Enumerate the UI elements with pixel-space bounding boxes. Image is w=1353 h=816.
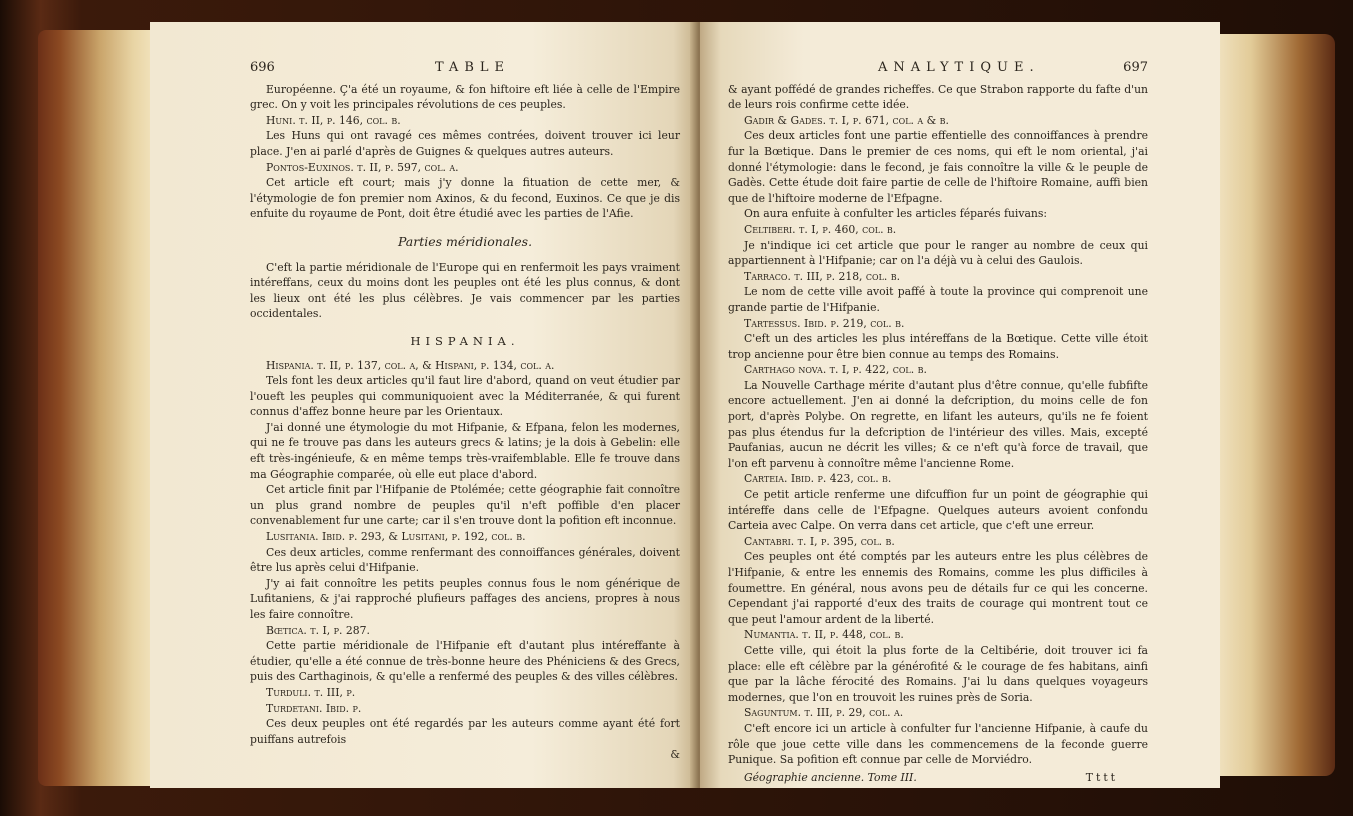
paragraph: Le nom de cette ville avoit paffé à toute la province qui comprenoit une grande partie de l'Hifpanie.	[728, 285, 1148, 314]
signature-mark: Tttt	[1085, 770, 1118, 784]
paragraph: J'ai donné une étymologie du mot Hifpanie, & Efpana, felon les modernes, qui ne fe trouve pas dans les auteurs grecs & latins; je la dois à Gebelin: elle eft très-ingénieufe, & en même temps très-vraifemblable. Elle fe trouve dans ma Géographie comparée, où elle eut place d'abord.	[250, 420, 680, 481]
right-page	[700, 22, 1220, 788]
paragraph: On aura enfuite à confulter les articles féparés fuivans:	[744, 207, 1048, 221]
index-entry: Tartessus. Ibid. p. 219, col. b.	[744, 316, 905, 330]
index-entry: Pontos-Euxinos. t. II, p. 597, col. a.	[266, 160, 459, 174]
index-entry: Lusitania. Ibid. p. 293, & Lusitani, p. 192, col. b.	[266, 530, 526, 544]
index-entry: Tarraco. t. III, p. 218, col. b.	[744, 269, 901, 283]
section-heading: HISPANIA.	[410, 333, 520, 348]
page-footer	[728, 770, 1148, 786]
left-page-header	[250, 60, 680, 76]
index-entry: Saguntum. t. III, p. 29, col. a.	[744, 706, 904, 720]
paragraph: Les Huns qui ont ravagé ces mêmes contrées, doivent trouver ici leur place. J'en ai parlé d'après de Guignes & quelques autres auteurs.	[250, 129, 680, 158]
paragraph: Cet article eft court; mais j'y donne la fituation de cette mer, & l'étymologie de fon premier nom Axinos, & du fecond, Euxinos. Ce que je dis enfuite du royaume de Pont, doit être étudié avec les parties de l'Afie.	[250, 176, 680, 221]
index-entry: Cantabri. t. I, p. 395, col. b.	[744, 534, 895, 548]
paragraph: C'eft encore ici un article à confulter fur l'ancienne Hifpanie, à caufe du rôle que joue cette ville dans les commencemens de la feconde guerre Punique. Sa pofition eft connue par celle de Morviédro.	[728, 721, 1148, 767]
paragraph: Je n'indique ici cet article que pour le ranger au nombre de ceux qui appartiennent à l'Hifpanie; car on l'a déjà vu à celui des Gaulois.	[728, 238, 1148, 268]
paragraph: Ces peuples ont été comptés par les auteurs entre les plus célèbres de l'Hifpanie, & entre les ennemis des Romains, comme les plus difficiles à foumettre. En général, nous avons peu de détails fur ce qui les concerne. Cependant j'ai rapporté d'eux des traits de courage qui montrent tout ce que peut l'amour ardent de la liberté.	[728, 550, 1148, 626]
paragraph: J'y ai fait connoître les petits peuples connus fous le nom générique de Lufitaniens, & j'ai rapproché plufieurs paffages des anciens, propres à nous les faire connoître.	[250, 576, 680, 621]
catchword: &	[670, 748, 680, 762]
left-page-edges	[38, 30, 150, 786]
right-page-edges	[1215, 34, 1335, 776]
paragraph: Tels font les deux articles qu'il faut lire d'abord, quand on veut étudier par l'oueft les peuples qui communiquoient avec la Méditerranée, & qui furent connus d'affez bonne heure par les Orientaux.	[250, 374, 680, 419]
paragraph: C'eft un des articles les plus intéreffans de la Bœtique. Cette ville étoit trop ancienne pour être bien connue au temps des Romains.	[728, 332, 1148, 361]
right-running-head: ANALYTIQUE.	[878, 60, 1040, 75]
paragraph: Ces deux articles, comme renfermant des connoiffances générales, doivent être lus après celui d'Hifpanie.	[250, 545, 680, 575]
index-entry: Hispania. t. II, p. 137, col. a, & Hispani, p. 134, col. a.	[266, 358, 555, 372]
index-entry: Turduli. t. III, p.	[266, 685, 356, 699]
index-entry: Huni. t. II, p. 146, col. b.	[266, 113, 401, 127]
index-entry: Carteia. Ibid. p. 423, col. b.	[744, 472, 892, 486]
index-entry: Numantia. t. II, p. 448, col. b.	[744, 628, 904, 642]
left-running-head: TABLE	[434, 60, 510, 75]
right-page-body	[728, 82, 1148, 768]
left-page	[150, 22, 695, 788]
index-entry: Carthago nova. t. I, p. 422, col. b.	[744, 363, 927, 377]
index-entry: Gadir & Gades. t. I, p. 671, col. a & b.	[744, 113, 949, 127]
index-entry: Celtiberi. t. I, p. 460, col. b.	[744, 222, 897, 236]
paragraph: Cet article finit par l'Hifpanie de Ptolémée; cette géographie fait connoître un plus grand nombre de peuples qu'il n'eft poffible d'en placer convenablement fur une carte; car il s'en trouve dont la pofition eft inconnue.	[250, 483, 680, 528]
section-title: Parties méridionales.	[397, 233, 533, 249]
paragraph: Ces deux peuples ont été regardés par les auteurs comme ayant été fort puiffans autrefois	[250, 717, 680, 746]
paragraph: Européenne. Ç'a été un royaume, & fon hiftoire eft liée à celle de l'Empire grec. On y voit les principales révolutions de ces peuples.	[250, 82, 680, 112]
left-page-body	[250, 82, 680, 763]
right-page-header	[728, 60, 1148, 76]
paragraph: Cette ville, qui étoit la plus forte de la Celtibérie, doit trouver ici fa place: elle eft célèbre par la générofité & le courage de fes habitans, ainfi que par la lâche férocité des Romains. J'ai lu dans quelques voyageurs modernes, que l'on en trouvoit les ruines près de Soria.	[728, 643, 1148, 704]
paragraph: Ce petit article renferme une difcuffion fur un point de géographie qui intéreffe dans celle de l'Efpagne. Quelques auteurs avoient confondu Carteia avec Calpe. On verra dans cet article, que c'eft une erreur.	[728, 488, 1148, 533]
right-page-number: 697	[1123, 60, 1148, 75]
index-entry: Turdetani. Ibid. p.	[266, 701, 362, 715]
index-entry: Bœtica. t. I, p. 287.	[266, 623, 370, 637]
paragraph: Ces deux articles font une partie effentielle des connoiffances à prendre fur la Bœtique. Dans le premier de ces noms, qui eft le nom oriental, j'ai donné l'étymologie: dans le fecond, je fais connoître la ville & le peuple de Gadès. Cette étude doit faire partie de celle de l'hiftoire Romaine, auffi bien que de l'hiftoire moderne de l'Efpagne.	[728, 129, 1148, 205]
paragraph: & ayant poffédé de grandes richeffes. Ce que Strabon rapporte du fafte d'un de leurs rois confirme cette idée.	[728, 82, 1148, 112]
paragraph: Cette partie méridionale de l'Hifpanie eft d'autant plus intéreffante à étudier, qu'elle a été connue de très-bonne heure des Phéniciens & des Grecs, puis des Carthaginois, & qu'elle a renfermé des peuples & des villes célèbres.	[250, 639, 680, 684]
paragraph: La Nouvelle Carthage mérite d'autant plus d'être connue, qu'elle fubfifte encore actuellement. J'en ai donné la defcription, du moins celle de fon port, d'après Polybe. On regrette, en lifant les auteurs, qu'ils ne fe foient pas plus étendus fur la defcription de l'intérieur des villes. Mais, excepté Paufanias, aucun ne décrit les villes; & ce n'eft qu'à force de travail, que l'on eft parvenu à connoître même l'ancienne Rome.	[728, 378, 1148, 470]
footer-title: Géographie ancienne. Tome III.	[744, 770, 917, 784]
left-page-number: 696	[250, 60, 275, 75]
left-page-text	[250, 60, 680, 763]
right-page-text	[728, 60, 1148, 785]
paragraph: C'eft la partie méridionale de l'Europe qui en renfermoit les pays vraiment intéreffans, ceux du moins dont les peuples ont été les plus connus, & dont les lieux ont été les plus célèbres. Je vais commencer par les parties occidentales.	[250, 260, 680, 321]
